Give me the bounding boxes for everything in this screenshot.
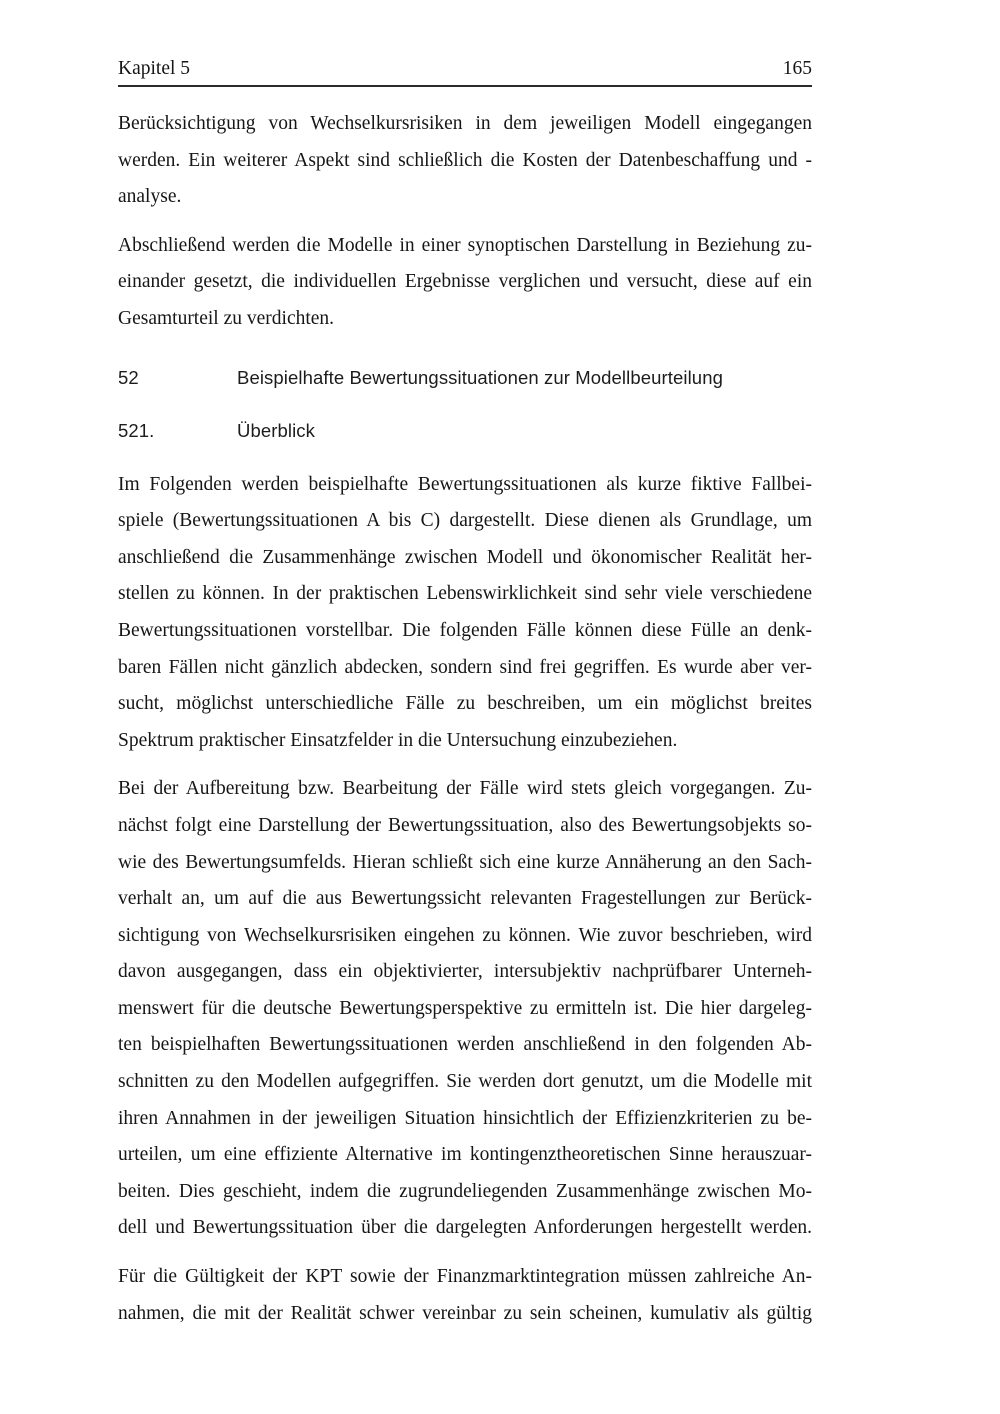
text-line: wie des Bewertungsumfelds. Hieran schließt sich eine kurze Annäherung an den Sach- [118, 851, 812, 873]
header-rule [118, 85, 812, 87]
text-line: Spektrum praktischer Einsatzfelder in die Untersuchung einzubeziehen. [118, 729, 678, 751]
text-line: anschließend die Zusammenhänge zwischen Modell und ökonomischer Realität her- [118, 546, 812, 568]
paragraph [118, 1259, 812, 1332]
text-line: einander gesetzt, die individuellen Ergebnisse verglichen und versucht, diese auf ein [118, 271, 812, 293]
text-line: analyse. [118, 186, 182, 208]
text-line: baren Fällen nicht gänzlich abdecken, sondern sind frei gegriffen. Es wurde aber ver- [118, 656, 812, 678]
text-line: nächst folgt eine Darstellung der Bewertungssituation, also des Bewertungsobjekts so- [118, 814, 812, 836]
paragraph [118, 106, 812, 216]
text-line: Für die Gültigkeit der KPT sowie der Finanzmarktintegration müssen zahlreiche An- [118, 1266, 812, 1288]
text-line: dell und Bewertungssituation über die dargelegten Anforderungen hergestellt werden. [118, 1217, 812, 1239]
text-line: schnitten zu den Modellen aufgegriffen. Sie werden dort genutzt, um die Modelle mit [118, 1071, 812, 1093]
paragraph [118, 228, 812, 338]
section-heading [118, 365, 812, 390]
text-line: verhalt an, um auf die aus Bewertungssicht relevanten Fragestellungen zur Berück- [118, 888, 812, 910]
text-column [118, 0, 812, 1332]
text-line: Bei der Aufbereitung bzw. Bearbeitung der Fälle wird stets gleich vorgegangen. Zu- [118, 778, 812, 800]
text-line: Berücksichtigung von Wechselkursrisiken in dem jeweiligen Modell eingegangen [118, 113, 812, 134]
text-line: Abschließend werden die Modelle in einer synoptischen Darstellung in Beziehung zu- [118, 234, 812, 256]
text-line: nahmen, die mit der Realität schwer vereinbar zu sein scheinen, kumulativ als gültig [118, 1302, 812, 1324]
text-line: spiele (Bewertungssituationen A bis C) dargestellt. Diese dienen als Grundlage, um [118, 510, 812, 532]
heading-number: 52 [118, 366, 139, 388]
heading-title: Beispielhafte Bewertungssituationen zur Modellbeurteilung [237, 366, 723, 388]
text-line: Gesamturteil zu verdichten. [118, 307, 335, 329]
text-line: davon ausgegangen, dass ein objektivierter, intersubjektiv nachprüfbarer Unterneh- [118, 961, 812, 983]
text-line: urteilen, um eine effiziente Alternative im kontingenztheoretischen Sinne herauszuar- [118, 1144, 812, 1166]
text-line: beiten. Dies geschieht, indem die zugrundeliegenden Zusammenhänge zwischen Mo- [118, 1180, 812, 1202]
text-line: Im Folgenden werden beispielhafte Bewertungssituationen als kurze fiktive Fallbei- [118, 473, 812, 495]
text-line: menswert für die deutsche Bewertungsperspektive zu ermitteln ist. Die hier dargeleg- [118, 997, 812, 1019]
text-line: werden. Ein weiterer Aspekt sind schließlich die Kosten der Datenbeschaffung und - [118, 149, 812, 171]
text-line: Bewertungssituationen vorstellbar. Die folgenden Fälle können diese Fülle an denk- [118, 619, 812, 641]
heading-title: Überblick [237, 419, 316, 441]
text-line: sichtigung von Wechselkursrisiken eingehen zu können. Wie zuvor beschrieben, wird [118, 924, 812, 946]
heading-number: 521. [118, 419, 155, 441]
running-head-chapter: Kapitel 5 [118, 58, 191, 79]
text-line: sucht, möglichst unterschiedliche Fälle zu beschreiben, um ein möglichst breites [118, 693, 812, 715]
paragraph [118, 771, 812, 1247]
page-header [118, 0, 812, 80]
text-line: ten beispielhaften Bewertungssituationen werden anschließend in den folgenden Ab- [118, 1034, 812, 1056]
section-heading [118, 418, 812, 443]
text-line: ihren Annahmen in der jeweiligen Situation hinsichtlich der Effizienzkriterien zu be- [118, 1107, 812, 1129]
page-number: 165 [782, 58, 812, 79]
text-line: stellen zu können. In der praktischen Lebenswirklichkeit sind sehr viele verschiedene [118, 583, 812, 605]
document-body [118, 106, 812, 1332]
paragraph [118, 467, 812, 760]
